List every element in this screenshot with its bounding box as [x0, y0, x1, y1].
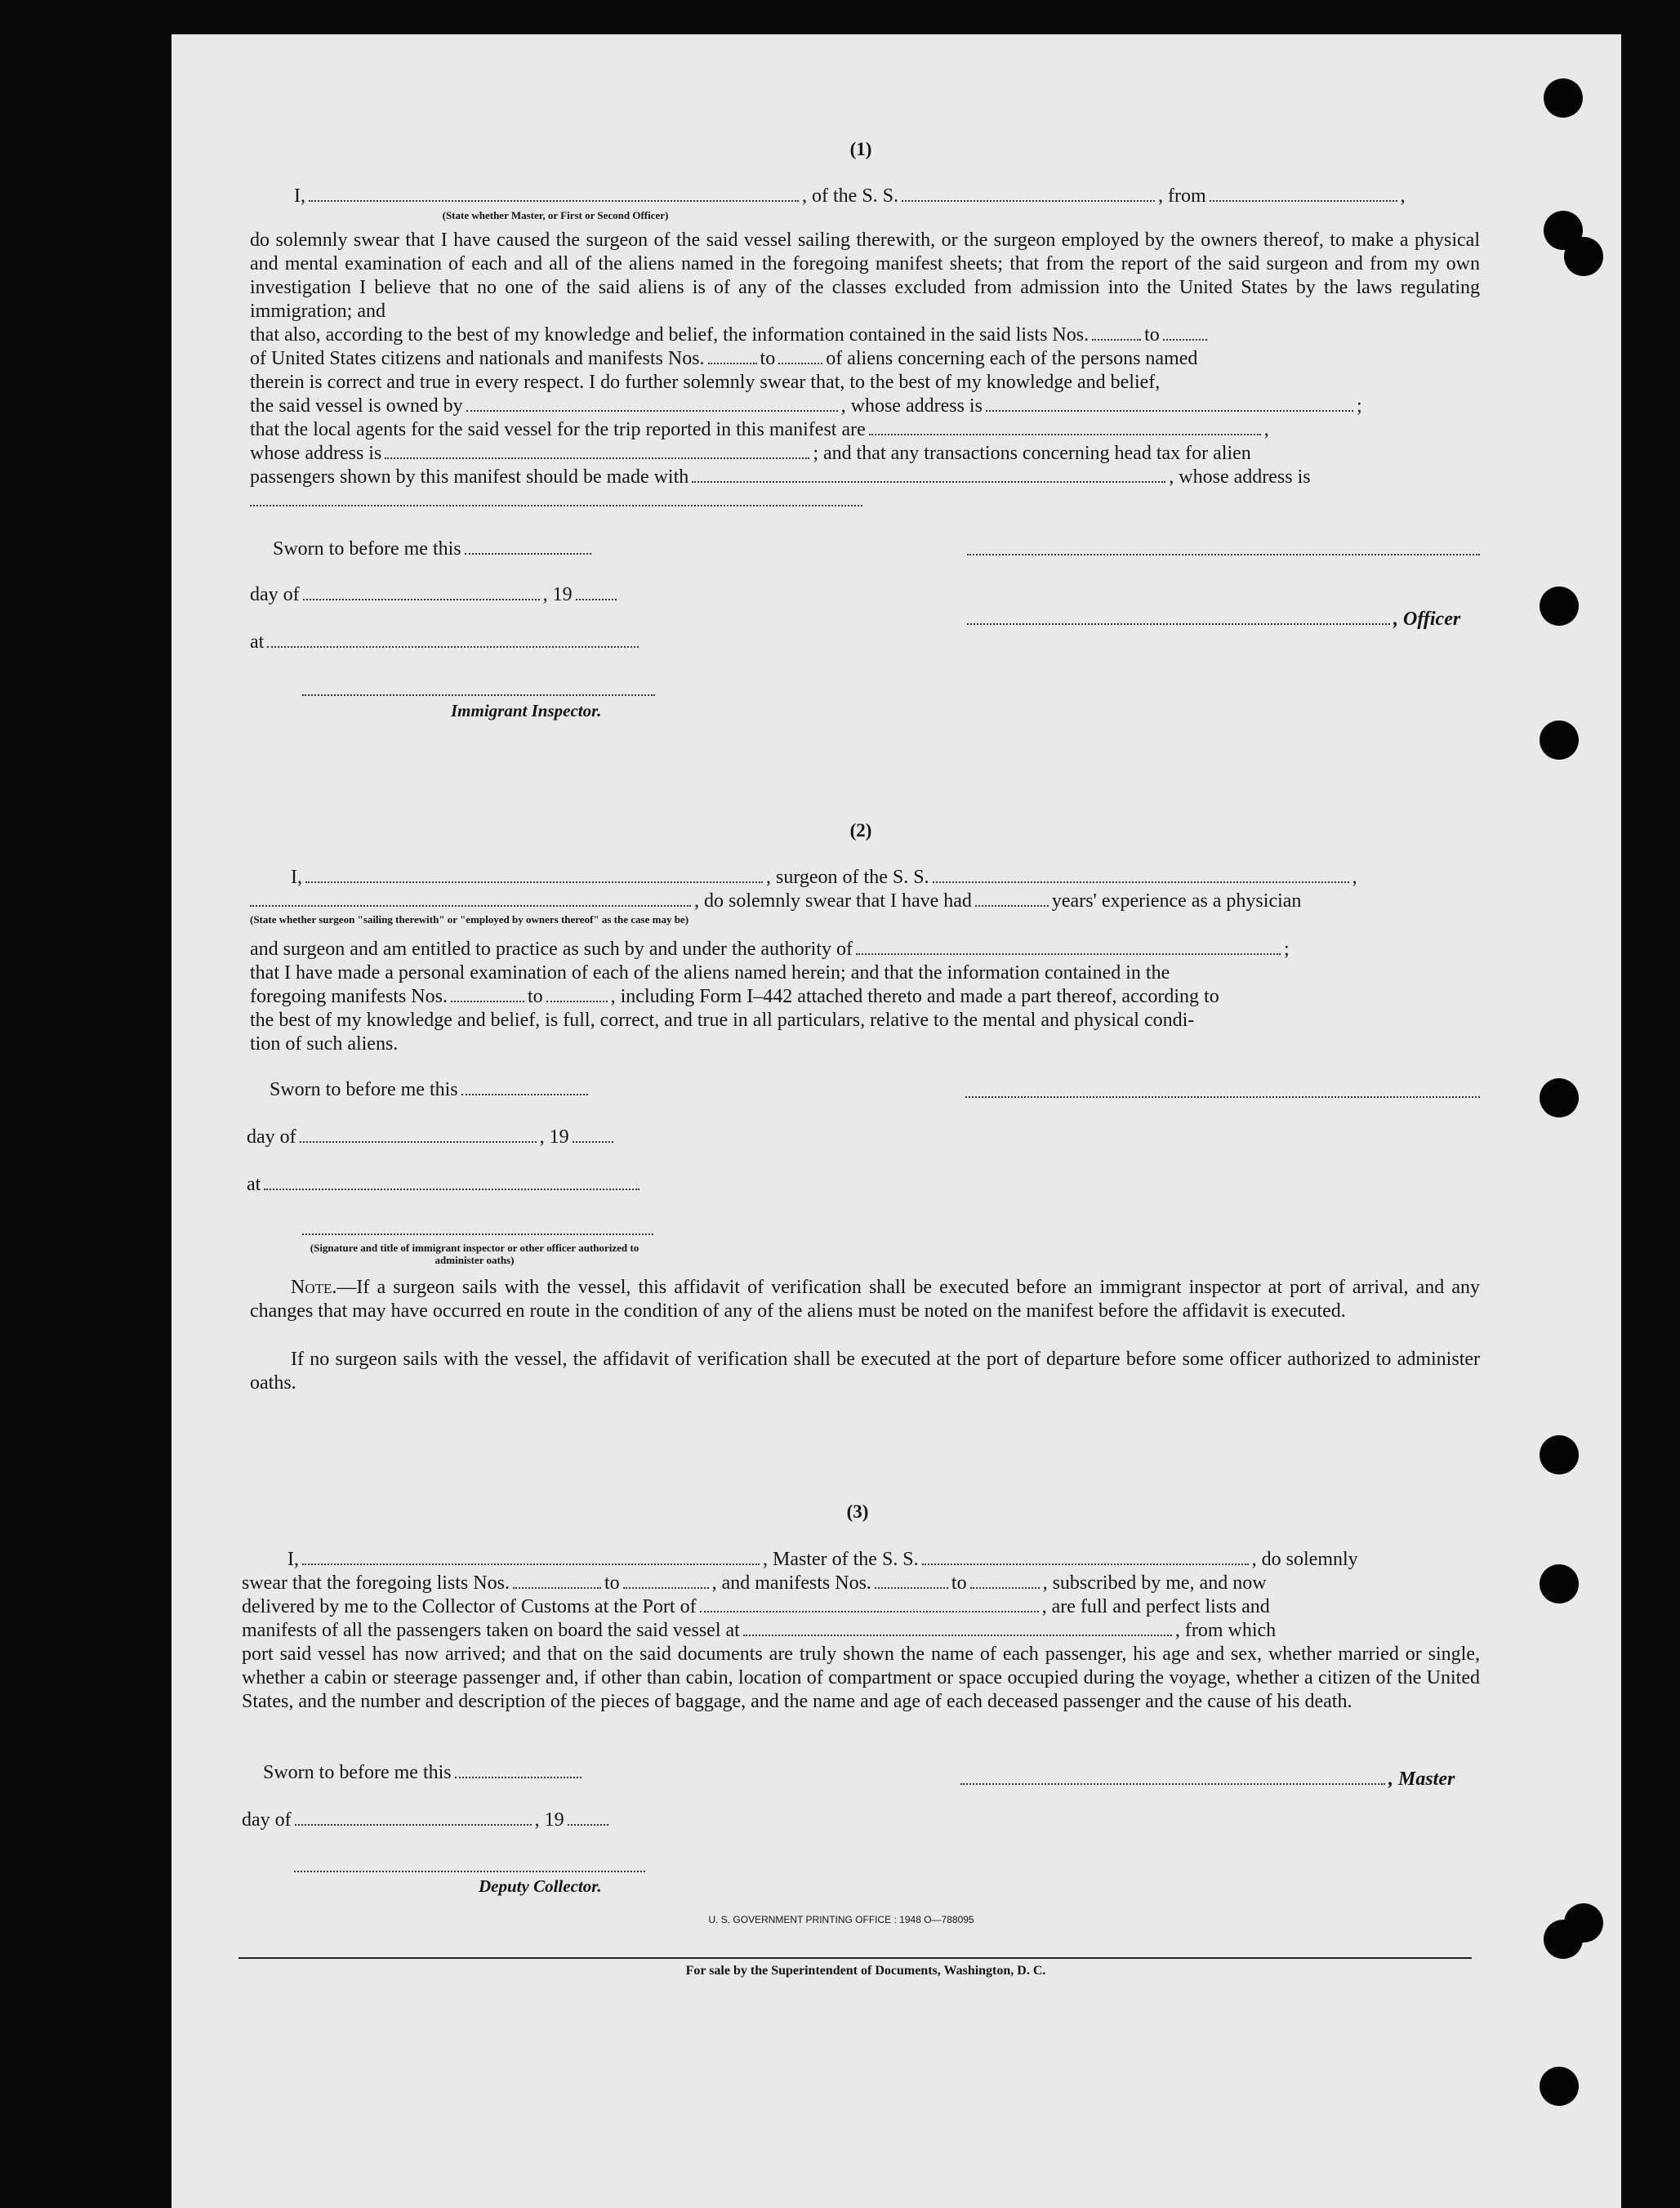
- section2-title: (2): [849, 820, 872, 841]
- section1-sworn-line: Sworn to before me this: [273, 538, 595, 561]
- manifests-to-field[interactable]: [778, 348, 822, 364]
- master-sworn-day-field[interactable]: [455, 1762, 582, 1778]
- printing-office-imprint: U. S. GOVERNMENT PRINTING OFFICE : 1948 O—788095: [708, 1914, 974, 1925]
- section1-agents-line: that the local agents for the said vessel for the trip reported in this manifest are ,: [250, 419, 1269, 440]
- surgeon-manifests-from-field[interactable]: [451, 986, 524, 1002]
- label-i: I,: [294, 185, 305, 207]
- surgeon-sworn-day-field[interactable]: [461, 1079, 588, 1095]
- section1-lists-line: that also, according to the best of my knowledge and belief, the information contained in the said lists Nos. to: [250, 323, 1210, 347]
- surgeon-vessel-field[interactable]: [933, 867, 1349, 883]
- officer-note: (State whether Master, or First or Second Officer): [442, 209, 669, 221]
- binder-hole: [1540, 587, 1579, 626]
- deputy-collector-label: Deputy Collector.: [479, 1876, 602, 1896]
- section1-us-line: of United States citizens and nationals and manifests Nos. to of aliens concerning each of the persons named: [250, 348, 1198, 369]
- surgeon-sworn-place-field[interactable]: [264, 1174, 639, 1190]
- section3-master-line: I, , Master of the S. S. , do solemnly: [287, 1549, 1358, 1570]
- agents-field[interactable]: [869, 419, 1261, 435]
- binder-hole: [1540, 1078, 1579, 1117]
- deputy-collector-signature-field[interactable]: [294, 1871, 645, 1872]
- sworn-day-field[interactable]: [465, 538, 591, 555]
- section2-manifests-line: foregoing manifests Nos. to , including Form I–442 attached thereto and made a part thereof, according to: [250, 986, 1219, 1007]
- inspector-signature-field[interactable]: [302, 694, 655, 696]
- sworn-place-field[interactable]: [267, 631, 639, 648]
- owner-field[interactable]: [466, 395, 838, 412]
- section2-authority-line: and surgeon and am entitled to practice as such by and under the authority of ;: [250, 939, 1290, 960]
- master-signature-field[interactable]: [960, 1769, 1385, 1785]
- section1-title: (1): [849, 139, 872, 159]
- port-from-field[interactable]: [1210, 185, 1397, 202]
- authorized-officer-signature-field[interactable]: [302, 1233, 653, 1235]
- section2-surgeon-line: I, , surgeon of the S. S. ,: [291, 867, 1357, 888]
- section1-correct-line: therein is correct and true in every respect. I do further solemnly swear that, to the best of my knowledge and belief,: [250, 372, 1161, 393]
- sworn-month-field[interactable]: [303, 584, 540, 600]
- section1-day-line: day of , 19: [250, 583, 620, 607]
- binder-hole: [1564, 237, 1603, 276]
- master-sworn-month-field[interactable]: [295, 1809, 532, 1826]
- surgeon-note: (State whether surgeon "sailing therewith" or "employed by owners thereof" as the case may be): [250, 913, 689, 926]
- immigrant-inspector-label: Immigrant Inspector.: [451, 701, 602, 720]
- binder-hole: [1540, 1564, 1579, 1604]
- master-name-field[interactable]: [302, 1549, 760, 1565]
- section2-day-line: day of , 19: [247, 1126, 617, 1149]
- binder-hole: [1564, 1903, 1603, 1943]
- officer-name-field[interactable]: [309, 185, 799, 202]
- section2-at-line: at: [247, 1173, 643, 1197]
- surgeon-status-field[interactable]: [250, 890, 691, 907]
- sworn-year-field[interactable]: [576, 584, 617, 600]
- footer-rule: [238, 1957, 1472, 1959]
- owner-address-field[interactable]: [986, 395, 1353, 412]
- surgeon-name-field[interactable]: [305, 867, 763, 883]
- master-lists-from-field[interactable]: [513, 1572, 601, 1589]
- section2-experience-line: , do solemnly swear that I have had years' experience as a physician: [250, 890, 1301, 913]
- section3-sworn-line: Sworn to before me this: [263, 1761, 585, 1785]
- port-of-arrival-field[interactable]: [700, 1596, 1039, 1613]
- section2-aliens-line: tion of such aliens.: [250, 1033, 399, 1055]
- vessel-name-field[interactable]: [902, 185, 1155, 202]
- surgeon-sworn-year-field[interactable]: [573, 1126, 613, 1143]
- years-experience-field[interactable]: [975, 890, 1049, 907]
- section2-note: Note.—If a surgeon sails with the vessel, this affidavit of verification shall be executed before an immigrant inspector at port of arrival, and any changes that may have occurred en route in the condition of any of the aliens must be noted on the manifest before the affidavit is executed.: [250, 1277, 1480, 1322]
- label-from: , from: [1158, 185, 1206, 207]
- binder-hole: [1540, 2067, 1579, 2106]
- surgeon-signature-field[interactable]: [965, 1096, 1480, 1098]
- for-sale-note: For sale by the Superintendent of Documents, Washington, D. C.: [685, 1964, 1046, 1978]
- label-of-ss: , of the S. S.: [802, 185, 899, 207]
- master-signature-line: , Master: [960, 1768, 1455, 1791]
- section3-paragraph: port said vessel has now arrived; and that on the said documents are truly shown the name of each passenger, his age and sex, whether married or single, whether a cabin or steerage passenger and, if other than cabin, location of compartment or space occupied during the voyage, whether a citizen of the United States, and the number and description of the pieces of baggage, and the name and age of each deceased passenger and the cause of his death.: [242, 1644, 1480, 1712]
- lists-to-field[interactable]: [1163, 324, 1207, 341]
- master-manifests-from-field[interactable]: [875, 1572, 948, 1589]
- manifests-from-field[interactable]: [708, 348, 757, 364]
- authority-field[interactable]: [856, 939, 1281, 955]
- section3-lists-line: swear that the foregoing lists Nos. to , and manifests Nos. to , subscribed by me, and now: [242, 1572, 1267, 1594]
- section2-examination-line: that I have made a personal examination of each of the aliens named herein; and that the information contained in the: [250, 962, 1170, 984]
- agents-address-field[interactable]: [385, 443, 809, 459]
- section2-belief-line: the best of my knowledge and belief, is full, correct, and true in all particulars, relative to the mental and physical condi-: [250, 1010, 1195, 1031]
- master-manifests-to-field[interactable]: [970, 1572, 1040, 1589]
- officer-signature-field-2[interactable]: [967, 609, 1390, 625]
- section3-day-line: day of , 19: [242, 1809, 612, 1832]
- officer-line: , Officer: [967, 608, 1460, 631]
- master-vessel-field[interactable]: [922, 1549, 1249, 1565]
- surgeon-manifests-to-field[interactable]: [546, 986, 608, 1002]
- section1-paragraph-a: do solemnly swear that I have caused the surgeon of the said vessel sailing therewith, or the surgeon employed by the owners thereof, to make a physical and mental examination of each and all of the aliens named in the foregoing manifest sheets; that from the report of the said surgeon and from my own investigation I believe that no one of the said aliens is of any of the classes excluded from admission into the United States by the laws regulating immigration; and: [250, 230, 1480, 322]
- section1-master-line: I, , of the S. S. , from ,: [294, 185, 1406, 207]
- head-tax-contact-field[interactable]: [692, 466, 1165, 483]
- surgeon-sworn-month-field[interactable]: [300, 1126, 537, 1143]
- officer-signature-field-1[interactable]: [967, 554, 1480, 555]
- head-tax-address-field[interactable]: [250, 505, 862, 506]
- section1-at-line: at: [250, 631, 642, 654]
- master-lists-to-field[interactable]: [623, 1572, 709, 1589]
- section3-port-line: delivered by me to the Collector of Customs at the Port of , are full and perfect lists and: [242, 1596, 1270, 1617]
- section3-manifests-line: manifests of all the passengers taken on board the said vessel at , from which: [242, 1620, 1277, 1641]
- section1-passengers-line: passengers shown by this manifest should be made with , whose address is: [250, 466, 1311, 488]
- note-label: Note.: [291, 1277, 337, 1298]
- section2-note-2: If no surgeon sails with the vessel, the affidavit of verification shall be executed at the port of departure before some officer authorized to administer oaths.: [250, 1349, 1480, 1394]
- section2-sworn-line: Sworn to before me this: [270, 1078, 591, 1102]
- binder-hole: [1540, 720, 1579, 760]
- section1-owned-line: the said vessel is owned by , whose address is ;: [250, 395, 1362, 417]
- binder-hole: [1544, 78, 1583, 118]
- signature-note: (Signature and title of immigrant inspector or other officer authorized to administer oaths): [310, 1242, 639, 1266]
- master-sworn-year-field[interactable]: [568, 1809, 608, 1826]
- section3-title: (3): [846, 1501, 869, 1522]
- section1-address-line: whose address is ; and that any transactions concerning head tax for alien: [250, 443, 1251, 464]
- lists-from-field[interactable]: [1092, 324, 1141, 341]
- embarkation-port-field[interactable]: [743, 1620, 1172, 1636]
- binder-hole: [1540, 1435, 1579, 1474]
